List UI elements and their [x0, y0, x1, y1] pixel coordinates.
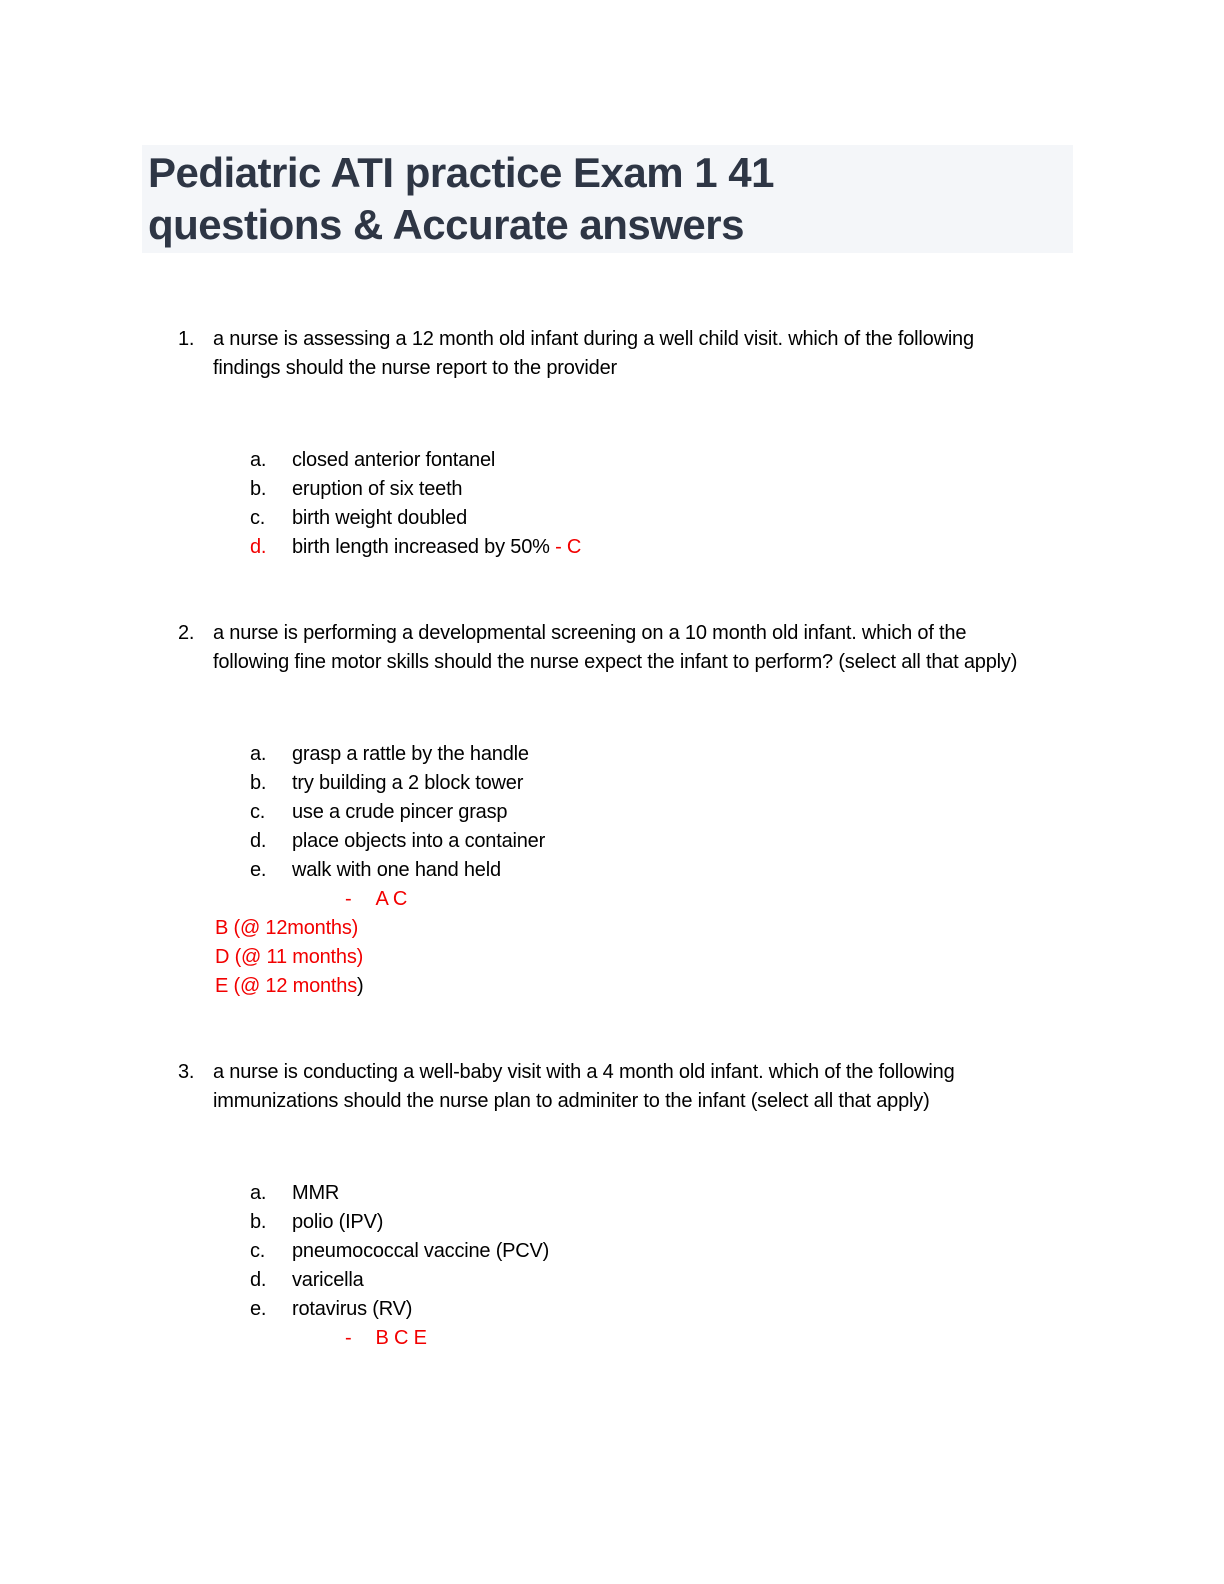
- answer-dash-line: [345, 885, 1188, 914]
- option-marker: a.: [250, 743, 267, 765]
- option-text: [292, 798, 507, 827]
- option-text: [292, 827, 545, 856]
- answer-option: [250, 475, 1188, 504]
- questions-container: [178, 325, 1188, 1410]
- option-marker: a.: [250, 1182, 267, 1204]
- text-segment: B (@ 12months): [215, 917, 359, 939]
- document-title-line-1: Pediatric ATI practice Exam 1 41: [148, 149, 774, 196]
- text-segment: - C: [555, 536, 582, 558]
- text-segment: grasp a rattle by the handle: [292, 743, 529, 765]
- answer-option: [250, 504, 1188, 533]
- question-row: [178, 619, 1188, 677]
- option-marker: d.: [250, 830, 267, 852]
- option-text: [292, 1295, 412, 1324]
- question-number: 1.: [178, 328, 195, 350]
- answer-option: [250, 740, 1188, 769]
- text-segment: ): [357, 975, 364, 997]
- text-segment: MMR: [292, 1182, 340, 1204]
- option-text: [292, 504, 467, 533]
- question-number: 3.: [178, 1061, 195, 1083]
- option-text: [292, 1266, 364, 1295]
- options-list: [250, 446, 1188, 562]
- option-marker: c.: [250, 1240, 266, 1262]
- option-marker: b.: [250, 478, 267, 500]
- answer-option: [250, 533, 1188, 562]
- answer-note-line: [215, 972, 1188, 1001]
- text-segment: varicella: [292, 1269, 364, 1291]
- answer-option: [250, 769, 1188, 798]
- options-list: [250, 1179, 1188, 1353]
- option-text: [292, 740, 529, 769]
- answer-option: [250, 1208, 1188, 1237]
- text-segment: polio (IPV): [292, 1211, 384, 1233]
- answer-option: [250, 1237, 1188, 1266]
- answer-note-line: [215, 914, 1188, 943]
- option-text: [292, 1237, 549, 1266]
- answer-note-line: [215, 943, 1188, 972]
- text-segment: use a crude pincer grasp: [292, 801, 508, 823]
- question-number: 2.: [178, 622, 195, 644]
- text-segment: closed anterior fontanel: [292, 449, 496, 471]
- option-text: [292, 1179, 339, 1208]
- text-segment: birth weight doubled: [292, 507, 468, 529]
- option-marker: b.: [250, 1211, 267, 1233]
- question: [178, 619, 1188, 1001]
- option-marker: a.: [250, 449, 267, 471]
- text-segment: rotavirus (RV): [292, 1298, 413, 1320]
- document-title-line-2: questions & Accurate answers: [148, 201, 744, 248]
- text-segment: birth length increased by 50%: [292, 536, 556, 558]
- answer-option: [250, 1295, 1188, 1324]
- option-text: [292, 769, 523, 798]
- text-segment: pneumococcal vaccine (PCV): [292, 1240, 550, 1262]
- answer-option: [250, 1266, 1188, 1295]
- question-text: a nurse is performing a developmental screening on a 10 month old infant. which of the following fine motor skills should the nurse expect the infant to perform? (select all that apply): [213, 622, 1018, 673]
- answer-dash: -: [345, 1327, 352, 1349]
- question-row: [178, 325, 1188, 383]
- answer-option: [250, 827, 1188, 856]
- question: [178, 1058, 1188, 1353]
- option-marker: e.: [250, 859, 267, 881]
- text-segment: walk with one hand held: [292, 859, 501, 881]
- answer-option: [250, 798, 1188, 827]
- question-text: a nurse is assessing a 12 month old infant during a well child visit. which of the following findings should the nurse report to the provider: [213, 328, 974, 379]
- option-text: [292, 475, 462, 504]
- question-row: [178, 1058, 1188, 1116]
- option-text: [292, 856, 501, 885]
- options-list: [250, 740, 1188, 914]
- question-text: a nurse is conducting a well-baby visit with a 4 month old infant. which of the following immunizations should the nurse plan to adminiter to the infant (select all that apply): [213, 1061, 955, 1112]
- answer-letters: A C: [375, 888, 408, 910]
- answer-option: [250, 1179, 1188, 1208]
- option-text: [292, 1208, 383, 1237]
- option-marker: d.: [250, 1269, 267, 1291]
- answer-letters: B C E: [375, 1327, 427, 1349]
- text-segment: place objects into a container: [292, 830, 546, 852]
- option-marker: d.: [250, 536, 267, 558]
- answer-dash-line: [345, 1324, 1188, 1353]
- answer-option: [250, 856, 1188, 885]
- option-marker: c.: [250, 507, 266, 529]
- text-segment: D (@ 11 months): [215, 946, 364, 968]
- option-text: [292, 533, 581, 562]
- text-segment: E (@ 12 months: [215, 975, 358, 997]
- answer-option: [250, 446, 1188, 475]
- option-text: [292, 446, 495, 475]
- answer-dash: -: [345, 888, 352, 910]
- option-marker: c.: [250, 801, 266, 823]
- option-marker: b.: [250, 772, 267, 794]
- text-segment: try building a 2 block tower: [292, 772, 524, 794]
- answer-notes: [215, 914, 1188, 1001]
- text-segment: eruption of six teeth: [292, 478, 463, 500]
- document-title: [142, 145, 1073, 253]
- option-marker: e.: [250, 1298, 267, 1320]
- question: [178, 325, 1188, 562]
